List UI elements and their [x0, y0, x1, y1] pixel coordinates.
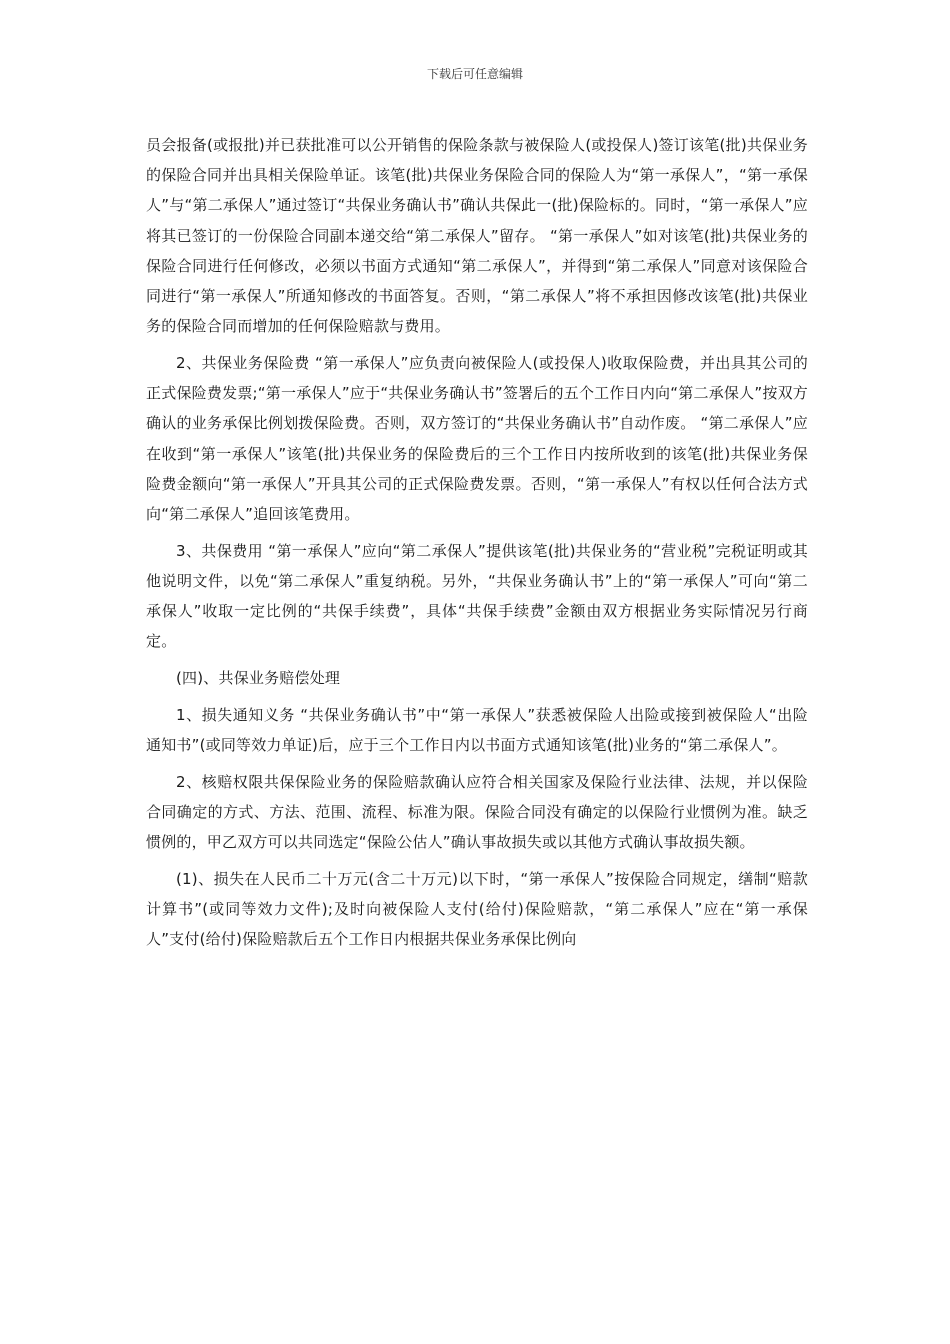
paragraph-4: 1、损失通知义务 “共保业务确认书”中“第一承保人”获悉被保险人出险或接到被保险人“出险通知书”(或同等效力单证)后，应于三个工作日内以书面方式通知该笔(批)业务的“第二承保人”。	[146, 705, 808, 754]
section-heading: (四)、共保业务赔偿处理	[176, 668, 341, 687]
page-header: 下载后可任意编辑	[426, 67, 523, 81]
paragraph-3: 3、共保费用 “第一承保人”应向“第二承保人”提供该笔(批)共保业务的“营业税”完税证明或其他说明文件，以免“第二承保人”重复纳税。另外，“共保业务确认书”上的“第一承保人”可向“第二承保人”收取一定比例的“共保手续费”，具体“共保手续费”金额由双方根据业务实际情况另行商定。	[146, 541, 808, 651]
paragraph-5: 2、核赔权限共保保险业务的保险赔款确认应符合相关国家及保险行业法律、法规，并以保险合同确定的方式、方法、范围、流程、标准为限。保险合同没有确定的以保险行业惯例为准。缺乏惯例的，甲乙双方可以共同选定“保险公估人”确认事故损失或以其他方式确认事故损失额。	[146, 772, 808, 851]
paragraph-1: 员会报备(或报批)并已获批准可以公开销售的保险条款与被保险人(或投保人)签订该笔(批)共保业务的保险合同并出具相关保险单证。该笔(批)共保业务保险合同的保险人为“第一承保人”，“第一承保人”与“第二承保人”通过签订“共保业务确认书”确认共保此一(批)保险标的。同时，“第一承保人”应将其已签订的一份保险合同副本递交给“第二承保人”留存。 “第一承保人”如对该笔(批)共保业务的保险合同进行任何修改，必须以书面方式通知“第二承保人”，并得到“第二承保人”同意对该保险合同进行“第一承保人”所通知修改的书面答复。否则，“第二承保人”将不承担因修改该笔(批)共保业务的保险合同而增加的任何保险赔款与费用。	[146, 136, 808, 336]
paragraph-6: (1)、损失在人民币二十万元(含二十万元)以下时，“第一承保人”按保险合同规定，缮制“赔款计算书”(或同等效力文件);及时向被保险人支付(给付)保险赔款，“第二承保人”应在“第一承保人”支付(给付)保险赔款后五个工作日内根据共保业务承保比例向	[146, 869, 808, 949]
document-body	[146, 130, 808, 961]
paragraph-2: 2、共保业务保险费 “第一承保人”应负责向被保险人(或投保人)收取保险费，并出具其公司的正式保险费发票;“第一承保人”应于“共保业务确认书”签署后的五个工作日内向“第二承保人”按双方确认的业务承保比例划拨保险费。否则，双方签订的“共保业务确认书”自动作废。 “第二承保人”应在收到“第一承保人”该笔(批)共保业务的保险费后的三个工作日内按所收到的该笔(批)共保业务保险费金额向“第一承保人”开具其公司的正式保险费发票。否则，“第一承保人”有权以任何合法方式向“第二承保人”追回该笔费用。	[146, 353, 808, 523]
